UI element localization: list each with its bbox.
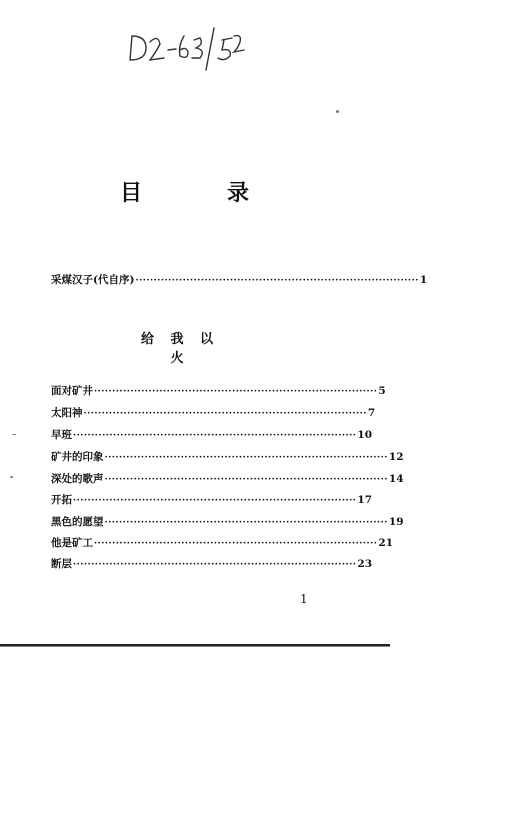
toc-leader-dots: ·············································································· xyxy=(104,453,388,463)
toc-leader-dots: ·············································································· xyxy=(94,387,378,397)
handwritten-catalog-mark xyxy=(122,22,252,77)
toc-leader-dots: ·············································································· xyxy=(104,475,388,485)
toc-entry-page: 12 xyxy=(388,451,404,463)
toc-entry[interactable] xyxy=(51,492,373,508)
toc-entry[interactable] xyxy=(51,405,376,421)
scan-speck xyxy=(12,434,16,435)
toc-entry-page: 1 xyxy=(419,274,428,286)
toc-entry-page: 19 xyxy=(388,516,404,528)
toc-entry-page: 7 xyxy=(367,407,376,419)
toc-entry-label: 黑色的愿望 xyxy=(51,516,104,528)
toc-entry-label: 他是矿工 xyxy=(51,537,93,549)
toc-entry-label: 矿井的印象 xyxy=(51,451,104,463)
page-bottom-edge-shadow xyxy=(0,646,390,647)
section-heading: 给 我 以 火 xyxy=(140,332,220,366)
toc-entry-label: 早班 xyxy=(51,429,72,441)
scan-speck xyxy=(336,110,339,113)
toc-entry[interactable] xyxy=(51,556,373,572)
page-number: 1 xyxy=(300,592,308,606)
scan-speck xyxy=(10,476,13,478)
page-title xyxy=(120,176,250,207)
title-char: 目 xyxy=(120,180,144,206)
toc-entry-page: 21 xyxy=(378,537,394,549)
toc-entry-label: 断层 xyxy=(51,558,72,570)
toc-entry-label: 深处的歌声 xyxy=(51,473,104,485)
toc-entry[interactable] xyxy=(51,427,373,443)
toc-entry-label: 太阳神 xyxy=(51,407,83,419)
toc-entry-label: 开拓 xyxy=(51,494,72,506)
toc-entry-page: 23 xyxy=(357,558,373,570)
toc-leader-dots: ·············································································· xyxy=(83,409,367,419)
toc-entry-label: 采煤汉子(代自序) xyxy=(51,274,135,286)
toc-leader-dots: ·············································································· xyxy=(73,560,357,570)
toc-entry[interactable] xyxy=(51,535,394,551)
toc-entry[interactable] xyxy=(51,514,404,530)
toc-entry[interactable] xyxy=(51,449,404,465)
toc-entry-preface[interactable] xyxy=(51,272,428,288)
toc-entry-page: 5 xyxy=(378,385,386,397)
toc-leader-dots: ·············································································· xyxy=(73,431,357,441)
toc-entry[interactable] xyxy=(51,471,404,487)
toc-entry-page: 14 xyxy=(388,473,404,485)
toc-leader-dots: ·············································································· xyxy=(135,276,419,286)
toc-entry-label: 面对矿井 xyxy=(51,385,93,397)
title-char: 录 xyxy=(226,180,250,206)
toc-entry-page: 17 xyxy=(357,494,373,506)
toc-entry-page: 10 xyxy=(357,429,373,441)
toc-leader-dots: ·············································································· xyxy=(73,496,357,506)
toc-leader-dots: ·············································································· xyxy=(94,539,378,549)
toc-entry[interactable] xyxy=(51,383,386,399)
toc-leader-dots: ·············································································· xyxy=(104,518,388,528)
